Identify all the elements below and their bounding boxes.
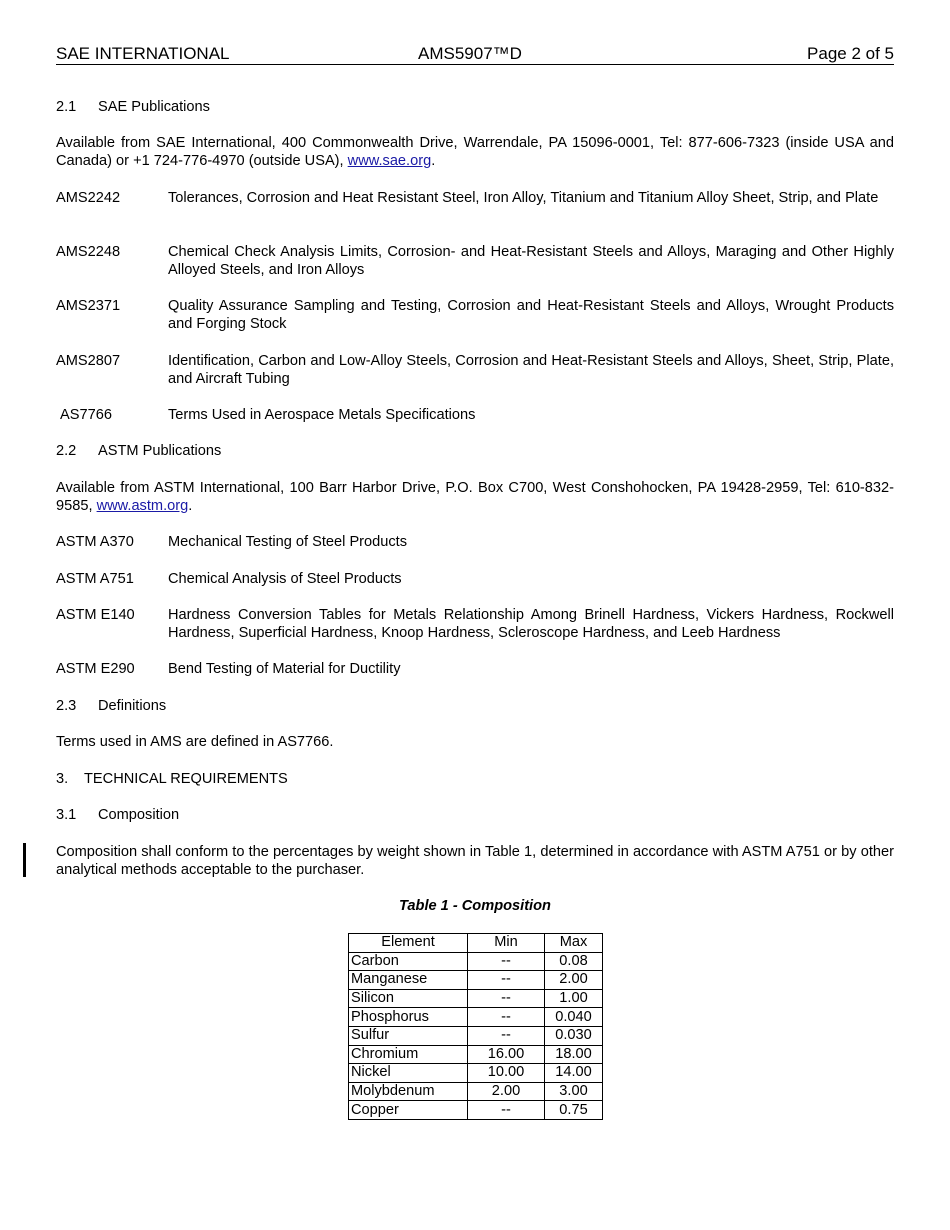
ref-astm-e140: ASTM E140 Hardness Conversion Tables for Metals Relationship Among Brinell Hardness, Vickers Hardness, Rockwell Hardness, Superficial Hardness, Knoop Hardness, Scleroscope Hardness, and Leeb Hardness (56, 607, 894, 641)
page-header (56, 44, 894, 65)
section-3-heading: 3. TECHNICAL REQUIREMENTS (56, 771, 288, 787)
revision-change-bar (23, 843, 26, 877)
header-doc-number: AMS5907™D (418, 44, 522, 63)
table-row: Chromium 16.00 18.00 (349, 1045, 603, 1064)
ref-ams2242: AMS2242 Tolerances, Corrosion and Heat Resistant Steel, Iron Alloy, Titanium and Titanium Alloy Sheet, Strip, and Plate (56, 190, 879, 206)
header-org: SAE INTERNATIONAL (56, 44, 230, 63)
col-header-max: Max (545, 934, 603, 953)
composition-table (348, 933, 603, 1120)
ref-ams2248: AMS2248 Chemical Check Analysis Limits, Corrosion- and Heat-Resistant Steels and Alloys, Maraging and Other Highly Alloyed Steels, and Iron Alloys (56, 244, 894, 278)
astm-availability-text: Available from ASTM International, 100 Barr Harbor Drive, P.O. Box C700, West Conshohocken, PA 19428-2959, Tel: 610-832-9585, www.astm.org. (56, 480, 894, 514)
section-3-1-heading: 3.1 Composition (56, 807, 180, 823)
composition-text: Composition shall conform to the percentages by weight shown in Table 1, determined in accordance with ASTM A751 or by other analytical methods acceptable to the purchaser. (56, 844, 894, 878)
definitions-text: Terms used in AMS are defined in AS7766. (56, 734, 334, 750)
ref-as7766: AS7766 Terms Used in Aerospace Metals Specifications (60, 407, 476, 423)
table-row: Carbon -- 0.08 (349, 952, 603, 971)
table-row: Sulfur -- 0.030 (349, 1026, 603, 1045)
section-2-3-heading: 2.3 Definitions (56, 698, 167, 714)
section-2-1-heading: 2.1 SAE Publications (56, 99, 210, 115)
table-row: Manganese -- 2.00 (349, 971, 603, 990)
table-header-row (349, 934, 603, 953)
col-header-element: Element (349, 934, 468, 953)
sae-website-link[interactable]: www.sae.org (347, 153, 432, 169)
ref-astm-a370: ASTM A370 Mechanical Testing of Steel Products (56, 534, 408, 550)
astm-website-link[interactable]: www.astm.org (96, 498, 189, 514)
col-header-min: Min (468, 934, 545, 953)
section-2-2-heading: 2.2 ASTM Publications (56, 443, 222, 459)
header-page-number: Page 2 of 5 (807, 44, 894, 63)
table-caption: Table 1 - Composition (399, 898, 551, 914)
table-row: Nickel 10.00 14.00 (349, 1064, 603, 1083)
ref-astm-a751: ASTM A751 Chemical Analysis of Steel Products (56, 571, 402, 587)
table-row: Copper -- 0.75 (349, 1101, 603, 1120)
table-row: Molybdenum 2.00 3.00 (349, 1082, 603, 1101)
table-row: Phosphorus -- 0.040 (349, 1008, 603, 1027)
ref-ams2807: AMS2807 Identification, Carbon and Low-Alloy Steels, Corrosion and Heat-Resistant Steels and Alloys, Sheet, Strip, Plate, and Aircraft Tubing (56, 353, 894, 387)
ref-ams2371: AMS2371 Quality Assurance Sampling and Testing, Corrosion and Heat-Resistant Steels and Alloys, Wrought Products and Forging Stock (56, 298, 894, 332)
table-row: Silicon -- 1.00 (349, 989, 603, 1008)
ref-astm-e290: ASTM E290 Bend Testing of Material for Ductility (56, 661, 401, 677)
sae-availability-text: Available from SAE International, 400 Commonwealth Drive, Warrendale, PA 15096-0001, Tel: 877-606-7323 (inside USA and Canada) or +1 724-776-4970 (outside USA), www.sae.org. (56, 135, 894, 169)
